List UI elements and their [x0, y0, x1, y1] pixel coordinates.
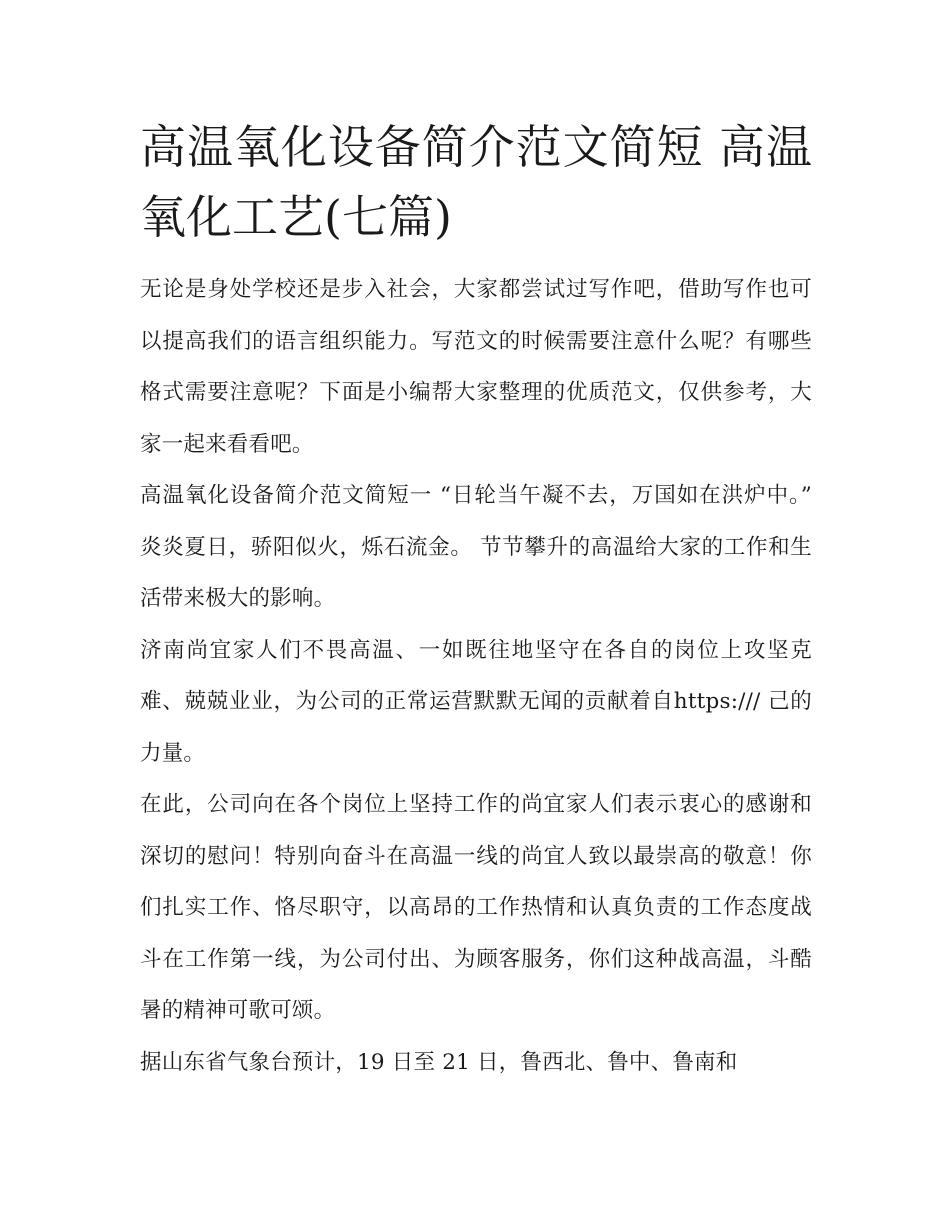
paragraph-gratitude: 在此，公司向在各个岗位上坚持工作的尚宜家人们表示衷心的感谢和深切的慰问！特别向奋斗在高温一线的尚宜人致以最崇高的敬意！你们扎实工作、恪尽职守，以高昂的工作热情和认真负责的工作态度战斗在工作第一线，为公司付出、为顾客服务，你们这种战高温，斗酷暑的精神可歌可颂。	[140, 792, 812, 1023]
document-body	[140, 264, 812, 1088]
paragraph-weather-forecast: 据山东省气象台预计，19 日至 21 日，鲁西北、鲁中、鲁南和	[140, 1049, 738, 1075]
paragraph-essay-one-opening: 高温氧化设备简介范文简短一 “日轮当午凝不去，万国如在洪炉中。” 炎炎夏日，骄阳似火，烁石流金。 节节攀升的高温给大家的工作和生活带来极大的影响。	[140, 483, 812, 611]
document-title: 高温氧化设备简介范文简短 高温氧化工艺(七篇)	[140, 120, 812, 244]
paragraph-staff-dedication: 济南尚宜家人们不畏高温、一如既往地坚守在各自的岗位上攻坚克难、兢兢业业，为公司的正常运营默默无闻的贡献着自https:/// 己的力量。	[140, 637, 812, 766]
document-page	[140, 112, 812, 1088]
paragraph-intro: 无论是身处学校还是步入社会，大家都尝试过写作吧，借助写作也可以提高我们的语言组织能力。写范文的时候需要注意什么呢？有哪些格式需要注意呢？下面是小编帮大家整理的优质范文，仅供参考，大家一起来看看吧。	[140, 277, 812, 457]
